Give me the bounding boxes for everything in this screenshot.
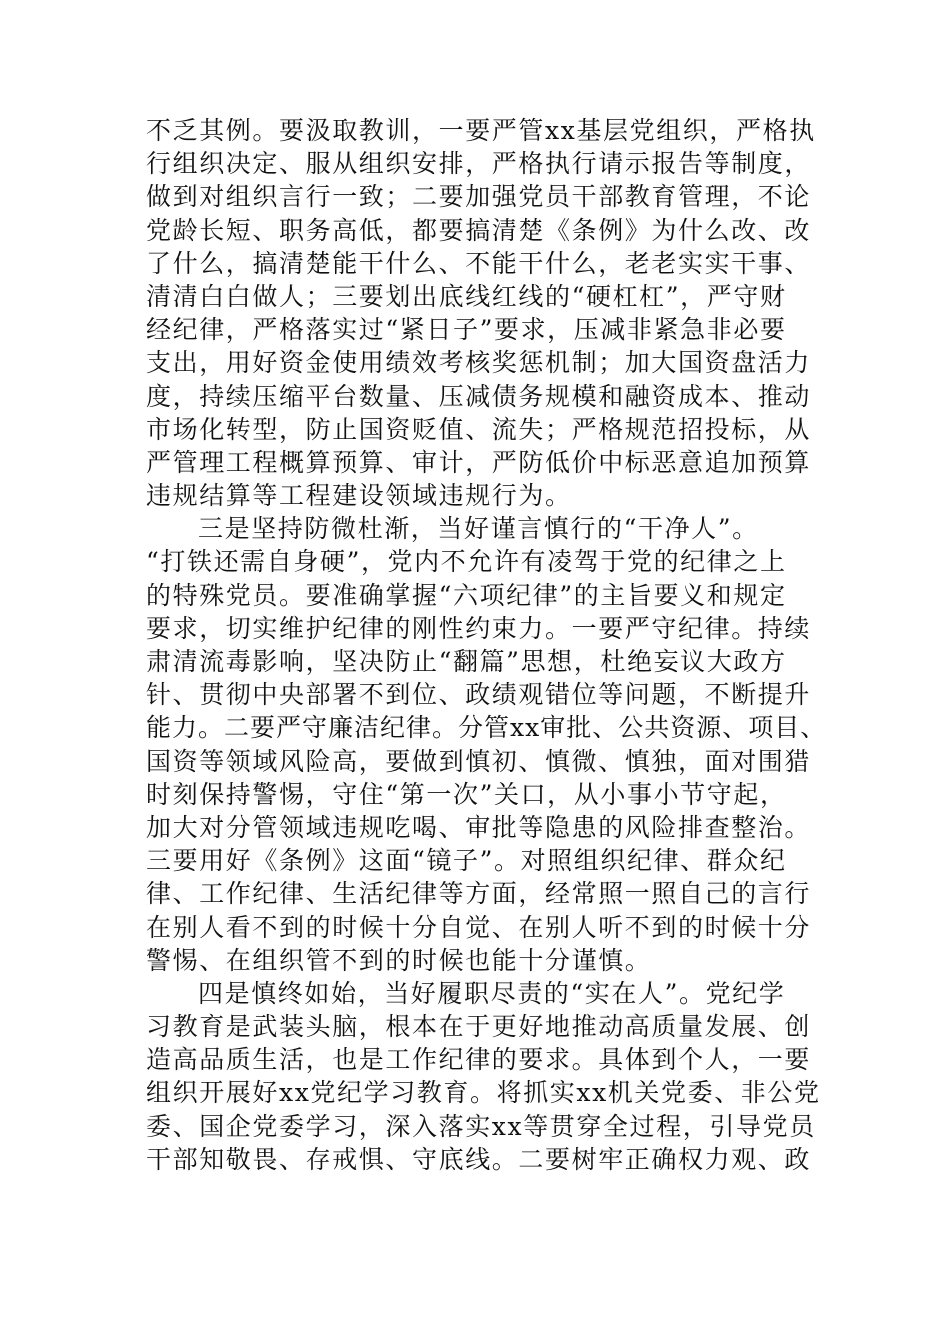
text-line: 国资等领域风险高，要做到慎初、慎微、慎独，面对围猎: [146, 746, 812, 776]
text-line: 了什么，搞清楚能干什么、不能干什么，老老实实干事、: [146, 248, 812, 278]
text-line: 清清白白做人；三要划出底线红线的“硬杠杠”，严守财: [146, 281, 787, 311]
text-line: 肃清流毒影响，坚决防止“翻篇”思想，杜绝妄议大政方: [146, 647, 787, 676]
text-line: 时刻保持警惕，守住“第一次”关口，从小事小节守起，: [146, 779, 787, 809]
document-body: [146, 114, 826, 1176]
text-line: 度，持续压缩平台数量、压减债务规模和融资成本、推动: [146, 381, 812, 411]
text-line: 要求，切实维护纪律的刚性约束力。一要严守纪律。持续: [146, 613, 812, 643]
text-line: 支出，用好资金使用绩效考核奖惩机制；加大国资盘活力: [146, 348, 812, 378]
text-line: 不乏其例。要汲取教训，一要严管xx基层党组织，严格执: [146, 116, 816, 145]
paragraph-first-line: 三是坚持防微杜渐，当好谨言慎行的“干净人”。: [198, 514, 759, 544]
text-line: 造高品质生活，也是工作纪律的要求。具体到个人，一要: [146, 1045, 812, 1075]
text-line: 习教育是武装头脑，根本在于更好地推动高质量发展、创: [146, 1012, 812, 1042]
text-line: 违规结算等工程建设领域违规行为。: [146, 481, 572, 511]
text-line: 行组织决定、服从组织安排，严格执行请示报告等制度，: [146, 149, 812, 179]
text-line: 的特殊党员。要准确掌握“六项纪律”的主旨要义和规定: [146, 580, 787, 610]
text-line: 干部知敬畏、存戒惧、守底线。二要树牢正确权力观、政: [146, 1144, 812, 1174]
text-line: 严管理工程概算预算、审计，严防低价中标恶意追加预算: [146, 447, 812, 477]
text-line: 针、贯彻中央部署不到位、政绩观错位等问题，不断提升: [146, 680, 812, 710]
text-line: 做到对组织言行一致；二要加强党员干部教育管理，不论: [146, 182, 812, 212]
paragraph-first-line: 四是慎终如始，当好履职尽责的“实在人”。党纪学: [198, 978, 786, 1008]
text-line: 党龄长短、职务高低，都要搞清楚《条例》为什么改、改: [146, 215, 812, 245]
text-line: 经纪律，严格落实过“紧日子”要求，压减非紧急非必要: [146, 315, 787, 345]
text-line: 律、工作纪律、生活纪律等方面，经常照一照自己的言行: [146, 879, 812, 909]
text-line: 在别人看不到的时候十分自觉、在别人听不到的时候十分: [146, 912, 812, 942]
text-line: 市场化转型，防止国资贬值、流失；严格规范招投标，从: [146, 414, 812, 444]
text-line: “打铁还需自身硬”，党内不允许有凌驾于党的纪律之上: [146, 547, 787, 577]
text-line: 警惕、在组织管不到的时候也能十分谨慎。: [146, 945, 652, 975]
text-line: 组织开展好xx党纪学习教育。将抓实xx机关党委、非公党: [146, 1078, 821, 1108]
text-line: 委、国企党委学习，深入落实xx等贯穿全过程，引导党员: [146, 1111, 816, 1141]
text-line: 能力。二要严守廉洁纪律。分管xx审批、公共资源、项目、: [146, 713, 827, 743]
text-line: 加大对分管领域违规吃喝、审批等隐患的风险排查整治。: [146, 812, 812, 842]
text-line: 三要用好《条例》这面“镜子”。对照组织纪律、群众纪: [146, 846, 787, 876]
